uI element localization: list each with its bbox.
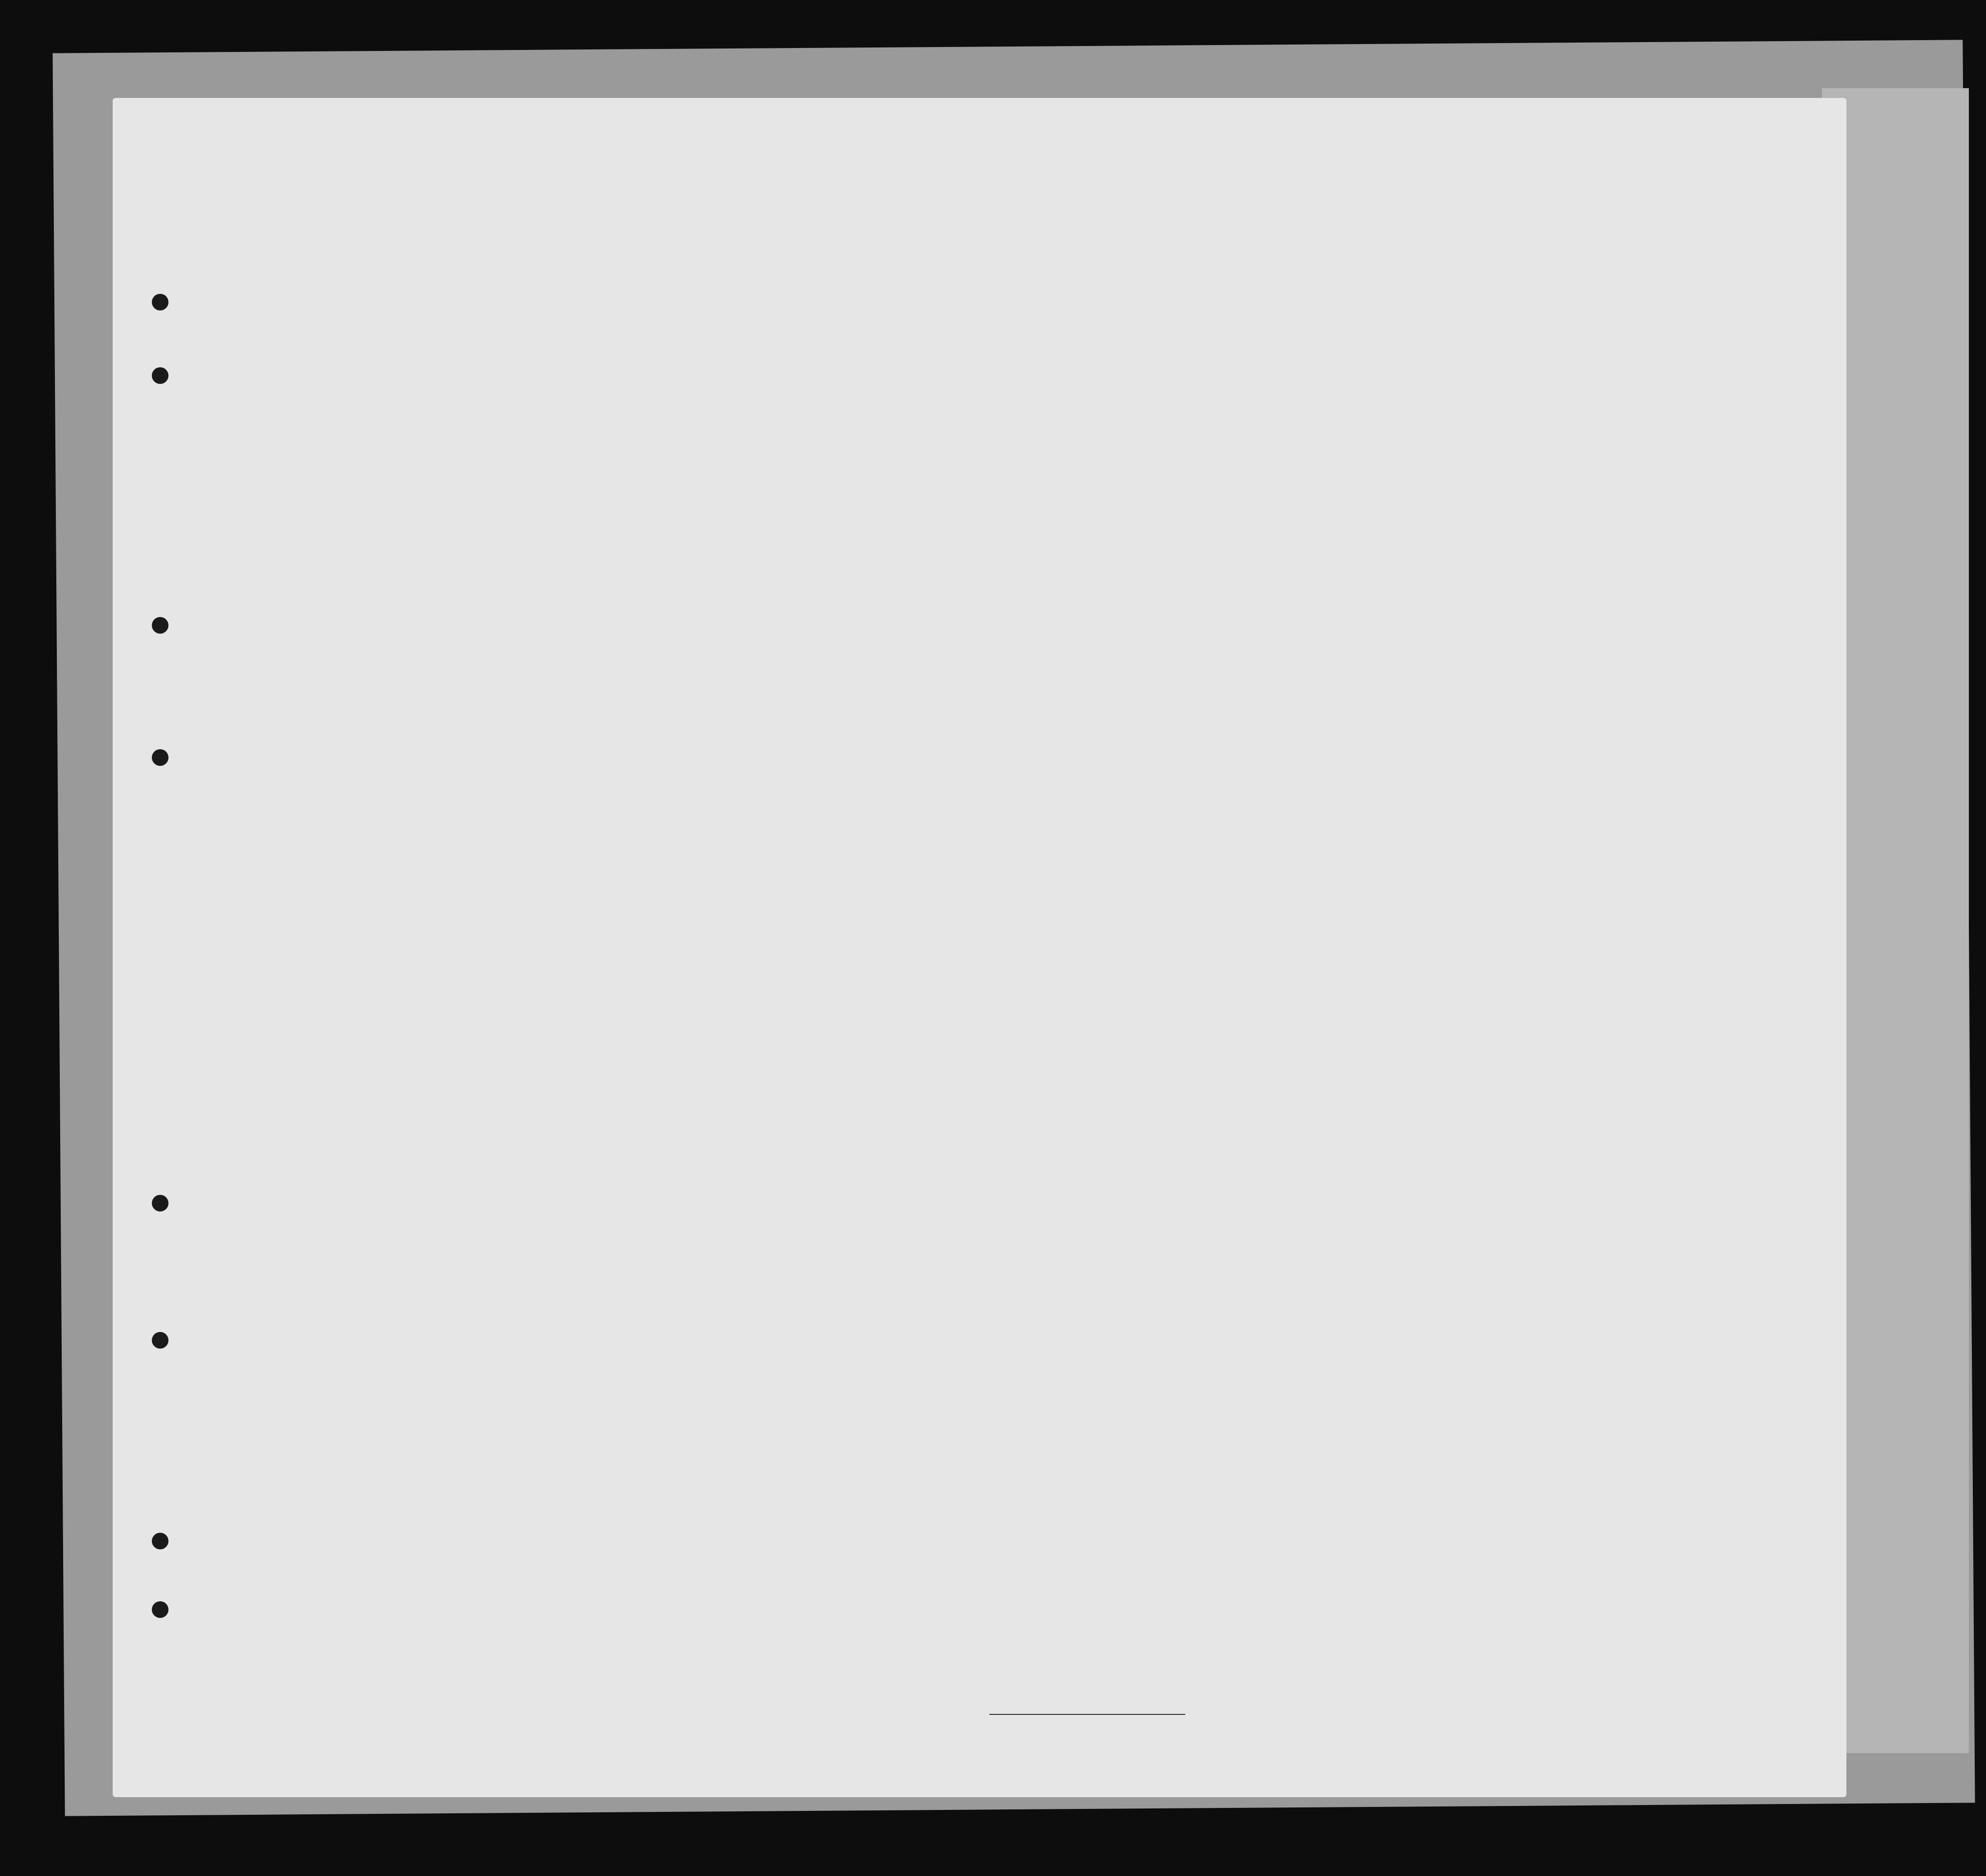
manifest-grid <box>113 98 1846 1797</box>
manifest-sheet <box>113 98 1846 1797</box>
inspector-signature-line <box>989 1714 1185 1715</box>
